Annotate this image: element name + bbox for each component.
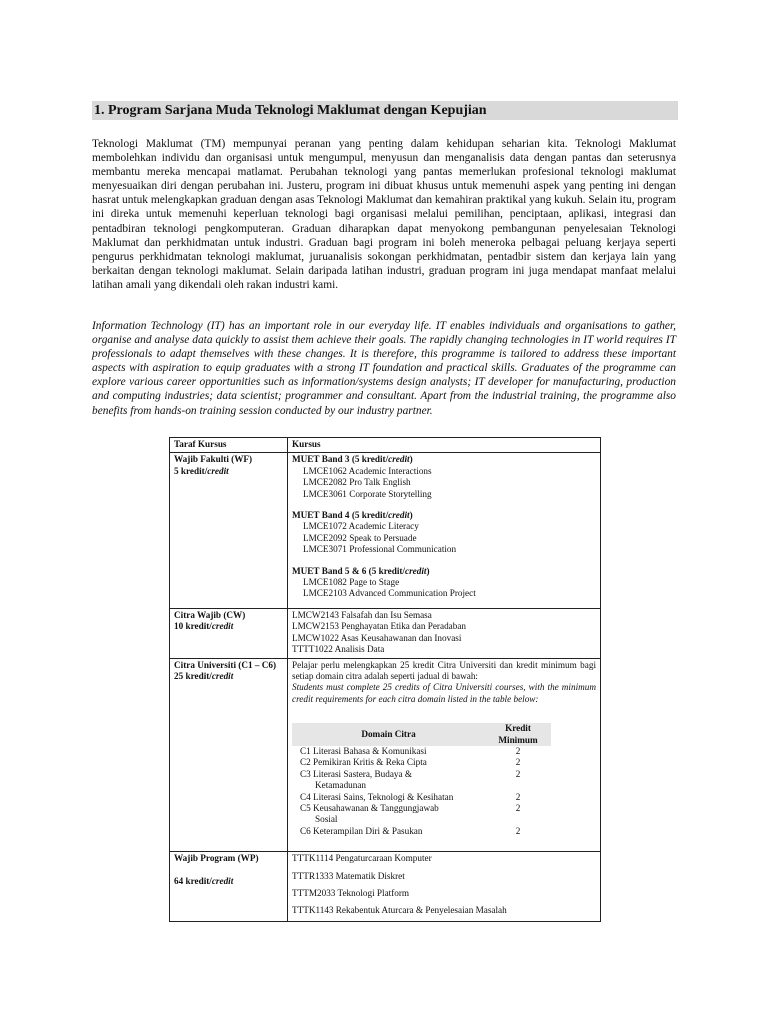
courses-cell (288, 608, 601, 658)
category-cell (170, 608, 288, 658)
table-row (292, 769, 551, 792)
domain-name: C3 Literasi Sastera, Budaya & Ketamadunan (300, 768, 413, 791)
course-structure-table (169, 437, 601, 922)
course-item: TTTT1022 Analisis Data (292, 644, 385, 655)
category-credit: 10 kredit/credit (174, 621, 234, 632)
course-item: TTTM2033 Teknologi Platform (292, 888, 410, 898)
citra-note-english: Students must complete 25 credits of Citra Universiti courses, with the minimum credit requirements for each citra domain listed in the table below: (292, 682, 596, 704)
category-label: Wajib Program (WP) (174, 853, 259, 864)
table-row-citra-universiti (170, 658, 601, 852)
domain-name: C5 Keusahawanan & Tanggungjawab Sosial (300, 802, 439, 825)
category-cell (170, 658, 288, 852)
group-title: MUET Band 5 & 6 (5 kredit/credit) (292, 565, 430, 576)
category-credit: 64 kredit/credit (174, 875, 234, 886)
table-row (292, 803, 551, 826)
course-item: LMCE2092 Speak to Persuade (303, 532, 417, 543)
category-credit: 25 kredit/credit (174, 670, 234, 681)
course-item: TTTK1114 Pengaturcaraan Komputer (292, 853, 432, 864)
domain-name: C1 Literasi Bahasa & Komunikasi (300, 745, 427, 756)
table-row (292, 757, 551, 768)
domain-table-header (292, 723, 551, 746)
table-row (292, 826, 551, 837)
category-cell (170, 453, 288, 608)
course-item: TTTK1143 Rekabentuk Aturcara & Penyelesaian Masalah (292, 905, 507, 916)
course-item: LMCE1072 Academic Literacy (303, 521, 419, 532)
category-credit: 5 kredit/credit (174, 465, 229, 476)
domain-credit: 2 (515, 745, 521, 756)
intro-paragraph-malay: Teknologi Maklumat (TM) mempunyai peranan yang penting dalam kehidupan seharian kita. Teknologi Maklumat membolehkan individu dan organisasi untuk mengumpul, menyusun dan menganalisis data dengan pantas dan seterusnya membantu mereka mencapai matlamat. Perubahan teknologi yang pantas memerlukan profesional teknologi maklumat menyesuaikan diri dengan perubahan ini. Justeru, program ini dibuat khusus untuk memenuhi aspek yang penting ini dengan hasrat untuk melengkapkan graduan dengan asas Teknologi Maklumat dan kemahiran praktikal yang kukuh. Selain itu, program ini direka untuk memenuhi keperluan teknologi bagi organisasi melalui pemilihan, penciptaan, aplikasi, integrasi dan pentadbiran teknologi pengkomputeran. Graduan diharapkan dapat menyokong pembangunan penyelesaian Teknologi Maklumat dan perkhidmatan untuk industri. Graduan bagi program ini boleh meneroka pelbagai peluang kerjaya seperti pengurus perkhidmatan teknologi maklumat, juruanalisis sokongan perkhidmatan, pentadbir sistem dan kerjaya lain yang berkaitan dengan teknologi maklumat. Selain daripada latihan industri, graduan program ini juga mendapat manfaat melalui latihan amali yang dikendali oleh rakan industri kami. (92, 138, 676, 291)
table-row-wajib-fakulti (170, 453, 601, 608)
header-taraf-kursus: Taraf Kursus (170, 438, 288, 453)
domain-credit: 2 (515, 768, 521, 779)
course-item: LMCE2082 Pro Talk English (303, 477, 411, 488)
domain-name: C2 Pemikiran Kritis & Reka Cipta (300, 757, 427, 768)
table-row (292, 792, 551, 803)
course-item: LMCE1062 Academic Interactions (303, 465, 432, 476)
table-row (292, 746, 551, 757)
citra-domain-table (292, 723, 551, 837)
domain-credit: 2 (515, 757, 521, 768)
domain-citra-header: Domain Citra (292, 723, 485, 746)
domain-name: C6 Keterampilan Diri & Pasukan (300, 825, 423, 836)
intro-paragraph-english: Information Technology (IT) has an important role in our everyday life. IT enables individuals and organisations to gather, organise and analyse data quickly to assist them achieve their goals. The rapidly changing technologies in IT world requires IT professionals to adapt themselves with these changes. It is therefore, this programme is tailored to address these important aspects with aspiration to equip graduates with a strong IT foundation and practical skills. Graduates of the programme can explore various career opportunities such as information/systems design analysts; IT developer for manufacturing, production and computing industries; data scientist; programmer and consultant. Apart from the industrial training, the programme also benefits from hands-on training session conducted by our industry partner. (92, 320, 676, 417)
domain-name: C4 Literasi Sains, Teknologi & Kesihatan (300, 791, 454, 802)
group-title: MUET Band 3 (5 kredit/credit) (292, 454, 413, 465)
section-heading: 1. Program Sarjana Muda Teknologi Maklumat dengan Kepujian (92, 101, 678, 120)
course-item: LMCW1022 Asas Keusahawanan dan Inovasi (292, 632, 462, 643)
category-label: Citra Wajib (CW) (174, 609, 246, 620)
category-cell (170, 852, 288, 922)
group-title: MUET Band 4 (5 kredit/credit) (292, 510, 413, 521)
category-label: Wajib Fakulti (WF) (174, 454, 253, 465)
course-item: LMCE3071 Professional Communication (303, 544, 457, 555)
table-row-wajib-program (170, 852, 601, 922)
header-kursus: Kursus (288, 438, 601, 453)
course-item: LMCE2103 Advanced Communication Project (303, 588, 476, 599)
domain-credit: 2 (515, 802, 521, 813)
courses-cell (288, 453, 601, 608)
kredit-minimum-header: Kredit Minimum (485, 723, 551, 746)
course-item: LMCW2153 Penghayatan Etika dan Peradaban (292, 621, 467, 632)
course-item: LMCW2143 Falsafah dan Isu Semasa (292, 609, 432, 620)
course-item: TTTR1333 Matematik Diskret (292, 870, 405, 881)
table-row-citra-wajib (170, 608, 601, 658)
courses-cell (288, 658, 601, 852)
table-header-row (170, 438, 601, 453)
course-item: LMCE3061 Corporate Storytelling (303, 488, 432, 499)
domain-credit: 2 (515, 791, 521, 802)
courses-cell (288, 852, 601, 922)
citra-note-malay: Pelajar perlu melengkapkan 25 kredit Citra Universiti dan kredit minimum bagi setiap domain citra adalah seperti jadual di bawah: (292, 659, 596, 681)
domain-credit: 2 (515, 825, 521, 836)
category-label: Citra Universiti (C1 – C6) (174, 659, 277, 670)
course-item: LMCE1082 Page to Stage (303, 577, 400, 588)
